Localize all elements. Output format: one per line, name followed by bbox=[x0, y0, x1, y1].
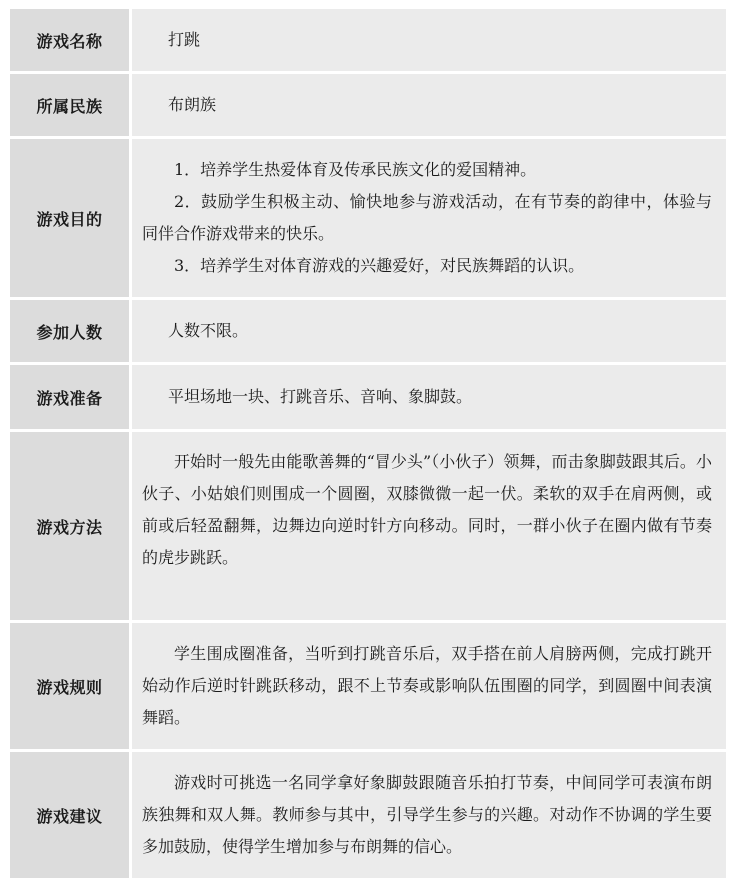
row-label-suggestions: 游戏建议 bbox=[10, 752, 129, 878]
row-value-ethnic-group bbox=[132, 74, 726, 136]
purpose-item-1: 1．培养学生热爱体育及传承民族文化的爱国精神。 bbox=[174, 160, 537, 179]
game-name-text: 打跳 bbox=[168, 30, 201, 49]
row-value-rules bbox=[132, 623, 726, 749]
game-info-table bbox=[10, 9, 726, 865]
row-value-game-name bbox=[132, 9, 726, 71]
purpose-item-2: 2．鼓励学生积极主动、愉快地参与游戏活动，在有节奏的韵律中，体验与同伴合作游戏带来的快乐。 bbox=[142, 192, 712, 243]
row-label-preparation: 游戏准备 bbox=[10, 365, 129, 429]
row-label-ethnic-group: 所属民族 bbox=[10, 74, 129, 136]
ethnic-group-text: 布朗族 bbox=[168, 95, 217, 114]
row-label-game-name: 游戏名称 bbox=[10, 9, 129, 71]
purpose-item-3: 3．培养学生对体育游戏的兴趣爱好，对民族舞蹈的认识。 bbox=[174, 256, 585, 275]
participants-text: 人数不限。 bbox=[168, 321, 249, 340]
method-text: 开始时一般先由能歌善舞的“冒少头”（小伙子）领舞，而击象脚鼓跟其后。小伙子、小姑娘们则围成一个圆圈，双膝微微一起一伏。柔软的双手在肩两侧，或前或后轻盈翻舞，边舞边向逆时针方向移动。同时，一群小伙子在圈内做有节奏的虎步跳跃。 bbox=[142, 452, 712, 567]
row-value-participants bbox=[132, 300, 726, 362]
suggestions-text: 游戏时可挑选一名同学拿好象脚鼓跟随音乐拍打节奏，中间同学可表演布朗族独舞和双人舞。教师参与其中，引导学生参与的兴趣。对动作不协调的学生要多加鼓励，使得学生增加参与布朗舞的信心。 bbox=[142, 773, 712, 856]
row-value-suggestions bbox=[132, 752, 726, 878]
row-label-method: 游戏方法 bbox=[10, 432, 129, 620]
row-value-method bbox=[132, 432, 726, 620]
row-value-preparation bbox=[132, 365, 726, 429]
preparation-text: 平坦场地一块、打跳音乐、音响、象脚鼓。 bbox=[168, 387, 473, 406]
row-value-game-purpose bbox=[132, 139, 726, 297]
rules-text: 学生围成圈准备，当听到打跳音乐后，双手搭在前人肩膀两侧，完成打跳开始动作后逆时针跳跃移动，跟不上节奏或影响队伍围圈的同学，到圆圈中间表演舞蹈。 bbox=[142, 644, 712, 727]
row-label-rules: 游戏规则 bbox=[10, 623, 129, 749]
row-label-game-purpose: 游戏目的 bbox=[10, 139, 129, 297]
row-label-participants: 参加人数 bbox=[10, 300, 129, 362]
